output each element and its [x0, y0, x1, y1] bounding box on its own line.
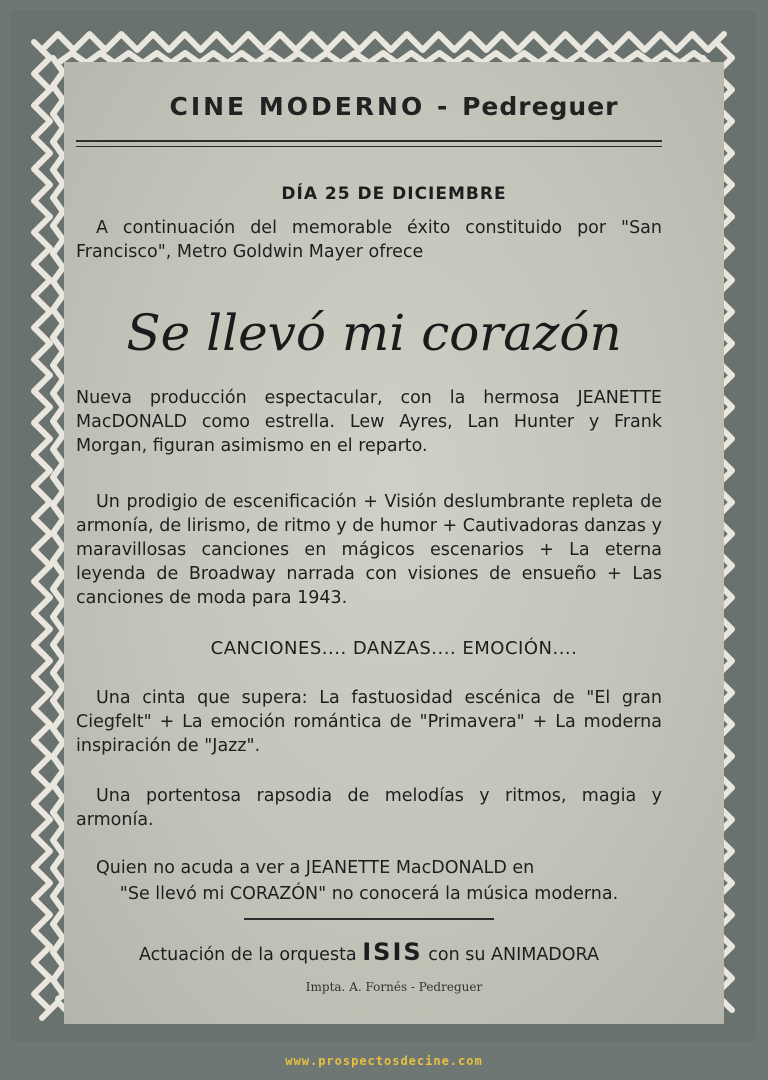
- printer-credit: Impta. A. Fornés - Pedreguer: [305, 980, 483, 994]
- description-paragraph: Un prodigio de escenificación + Visión deslumbrante repleta de armonía, de lirismo, de ritmo y de humor + Cautivadoras danzas y maravillosas canciones en mágicos escenarios + La eterna leyenda de Broadway narrada con visiones de ensueño + Las canciones de moda para 1943.: [76, 492, 662, 608]
- cinema-header: [64, 92, 724, 121]
- flyer-text-panel: [64, 62, 724, 1024]
- header-dash: -: [436, 92, 451, 121]
- orchestra-name: ISIS: [362, 938, 423, 966]
- cast-paragraph: Nueva producción espectacular, con la hermosa JEANETTE MacDONALD como estrella. Lew Ayres, Lan Hunter y Frank Morgan, figuran asimismo en el reparto.: [76, 388, 662, 456]
- closing-line-1: Quien no acuda a ver a JEANETTE MacDONALD en: [96, 858, 535, 878]
- flyer-card: [10, 10, 756, 1042]
- orchestra-line: [76, 938, 662, 966]
- slogan-line: CANCIONES.... DANZAS.... EMOCIÓN....: [210, 638, 578, 659]
- rhapsody-paragraph: Una portentosa rapsodia de melodías y ritmos, magia y armonía.: [76, 786, 662, 830]
- comparison-paragraph: Una cinta que supera: La fastuosidad escénica de "El gran Ciegfelt" + La emoción romántica de "Primavera" + La moderna inspiración de "Jazz".: [76, 688, 662, 756]
- header-rule-top: [76, 140, 662, 142]
- header-rule-bottom: [76, 146, 662, 147]
- orchestra-text-before: Actuación de la orquesta: [139, 945, 357, 965]
- cinema-town: Pedreguer: [462, 92, 619, 121]
- film-title: Se llevó mi corazón: [126, 304, 622, 362]
- screening-date: DÍA 25 DE DICIEMBRE: [281, 184, 507, 204]
- closing-line-2: "Se llevó mi CORAZÓN" no conocerá la música moderna.: [119, 884, 619, 904]
- website-watermark: www.prospectosdecine.com: [285, 1054, 483, 1068]
- orchestra-divider: [244, 918, 494, 920]
- orchestra-text-after: con su ANIMADORA: [428, 945, 599, 965]
- intro-paragraph: A continuación del memorable éxito constituido por "San Francisco", Metro Goldwin Mayer ofrece: [76, 218, 662, 262]
- cinema-name: CINE MODERNO: [169, 92, 426, 121]
